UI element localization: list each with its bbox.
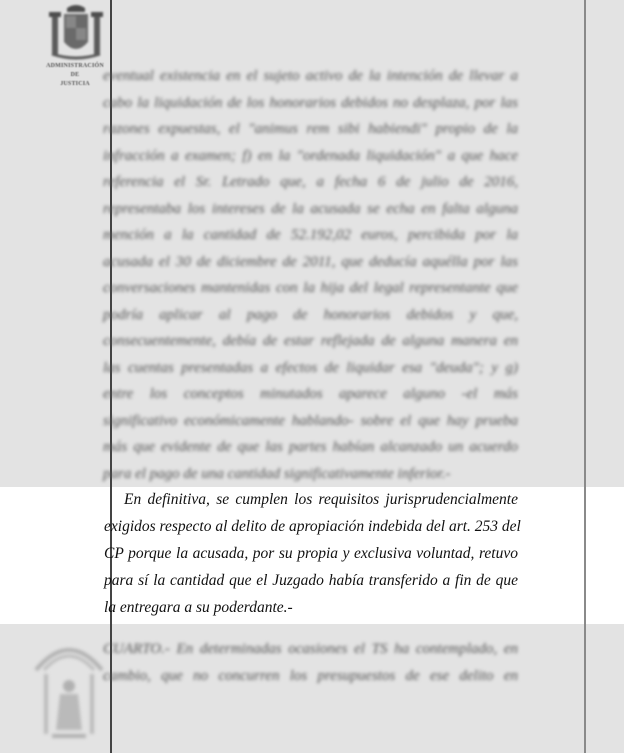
text-line: infracción a examen; f) en la "ordenada liquidación" a que hace <box>103 147 518 164</box>
text-line: mención a la cantidad de 52.192,02 euros, percibida por la <box>103 227 518 243</box>
text-line: En definitiva, se cumplen los requisitos jurisprudencialmente <box>124 491 518 508</box>
text-line: exigidos respecto al delito de apropiación indebida del art. 253 del <box>104 518 521 535</box>
text-line: referencia el Sr. Letrado que, a fecha 6 de julio de 2016, <box>103 174 518 190</box>
spanish-coat-of-arms-icon <box>42 2 110 66</box>
admin-label-line: JUSTICIA <box>60 81 90 87</box>
text-line: para el pago de una cantidad significativamente inferior.- <box>103 465 451 482</box>
body-paragraph-blurred-bottom <box>103 636 518 689</box>
text-line: para sí la cantidad que el Juzgado había transferido a fin de que <box>104 572 518 589</box>
text-line: podría aplicar al pago de honorarios debidos y que, <box>103 306 518 323</box>
text-line: acusada el 30 de diciembre de 2011, que deducía aquélla por las <box>103 253 518 270</box>
text-line: eventual existencia en el sujeto activo de la intención de llevar a <box>103 68 518 84</box>
text-line: cabo la liquidación de los honorarios debidos no desplaza, por las <box>103 94 518 111</box>
text-line: conversaciones mantenidas con la hija del legal representante que <box>103 280 518 296</box>
right-margin-line <box>584 0 586 753</box>
text-line: significativo económicamente hablando- sobre el que hay prueba <box>103 412 518 429</box>
text-line: más que evidente de que las partes habían alcanzado un acuerdo <box>103 439 518 455</box>
text-line: las cuentas presentadas a efectos de liquidar esa "deuda"; y g) <box>103 359 518 376</box>
text-line: CUARTO.- En determinadas ocasiones el TS ha contemplado, en <box>103 641 518 657</box>
text-line: la entregara a su poderdante.- <box>104 599 293 616</box>
text-line: CP porque la acusada, por su propia y exclusiva voluntad, retuvo <box>104 545 518 562</box>
admin-label-line: DE <box>70 72 80 78</box>
andalusia-seal-watermark-icon <box>30 630 108 748</box>
text-line: cambio, que no concurren los presupuestos de ese delito en <box>103 667 518 684</box>
text-line: representaba los intereses de la acusada se echa en falta alguna <box>103 200 518 217</box>
admin-label-line: ADMINISTRACIÓN <box>46 63 104 69</box>
text-line: consecuentemente, debía de estar reflejada de alguna manera en <box>103 333 518 349</box>
body-paragraph-blurred-top <box>103 63 518 487</box>
text-line: razones expuestas, el "animus rem sibi habiendi" propio de la <box>103 121 518 137</box>
text-line: entre los conceptos minutados aparece alguno -el más <box>103 386 518 402</box>
highlighted-paragraph <box>104 486 521 621</box>
